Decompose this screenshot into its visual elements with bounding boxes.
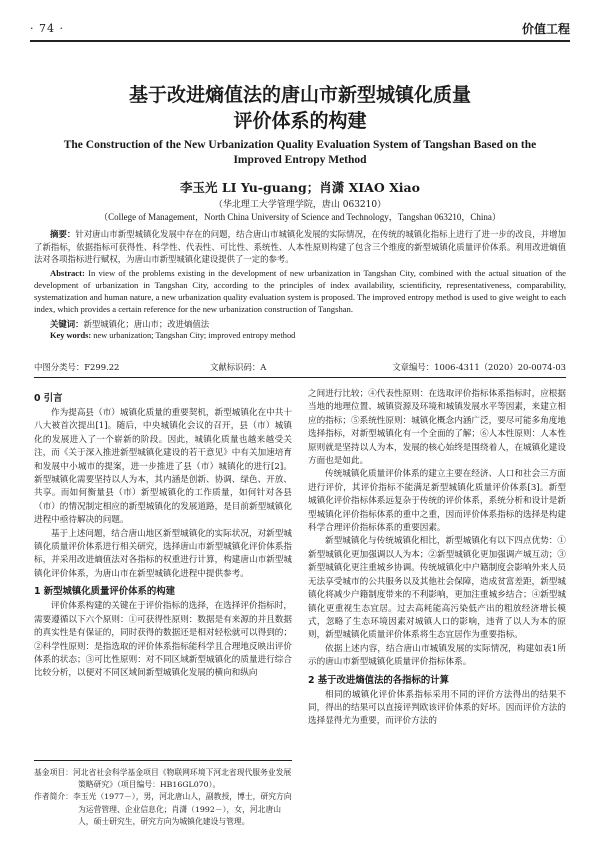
paragraph: 之间进行比较；④代表性原则：在选取评价指标体系指标时，应根据当地的地理位置、城镇资源及环境和城镇发展水平等因素，来建立相应的指标；⑤系统性原则：城镇化概念内涵广泛，要尽可能多角度地选择指标，对新型城镇化有一个全面的了解；⑥人本性原则：人本性原则就是坚持以人为本，发展的核心始终是围绕着人，在城镇化建设方面也是如此。 <box>308 389 566 467</box>
abstract-chinese <box>34 228 566 266</box>
page-number: · 74 · <box>30 21 64 35</box>
keywords-en-text: new urbanization; Tangshan City; improved entropy method <box>93 331 296 341</box>
paragraph: 基于上述问题，结合唐山地区新型城镇化的实际状况，对新型城镇化质量评价体系进行相关研究，选择唐山市新型城镇化评价体系指标，并采用改进熵值法对各指标的权重进行计算，构建唐山市新型城镇化评价体系，为唐山市在新型城镇化进程中提供参考。 <box>34 528 292 579</box>
journal-name: 价值工程 <box>521 21 570 36</box>
footnote <box>34 760 292 828</box>
paragraph: 传统城镇化质量评价体系的建立主要在经济、人口和社会三方面进行评价，其评价指标不能满足新型城镇化质量评价体系[3]。新型城镇化评价指标体系远复杂于传统的评价体系，系统分析和设计是新型城镇化评价指标体系的重中之重，因而评价体系指标的选择是构建科学合理评价指标体系的重要因素。 <box>308 469 566 534</box>
fund-note: 基金项目：河北省社会科学基金项目《物联网环境下河北省现代服务业发展策略研究》（项目编号：HB16GL070）。 <box>34 768 292 790</box>
title-en-line1: The Construction of the New Urbanization Quality Evaluation System of Tangshan Based on the <box>63 139 537 151</box>
right-column <box>308 388 566 729</box>
title-cn-line2: 评价体系的构建 <box>233 110 367 132</box>
paragraph: 评价体系构建的关键在于评价指标的选择，在选择评价指标时，需要遵循以下六个原则：①可获得性原则：数据是有来源的并且数据的真实性是有保证的，同时获得的数据还是相对轻松就可以得到的；②科学性原则：是指选取的评价体系指标能科学且合理地反映出评价体系的状态；③可比性原则：对不同区域新型城镇化的质量进行综合比较分析，以便对不同区域间新型城镇化发展的横向和纵向 <box>34 601 292 679</box>
abstract-cn-label: 摘要： <box>50 229 76 239</box>
abstract-cn-text: 针对唐山市新型城镇化发展中存在的问题，结合唐山市城镇化发展的实际情况，在传统的城镇化指标上进行了进一步的改良，并增加了新指标，依据指标可获得性、科学性、代表性、可比性、系统性、人本性原则构建了包含三个维度的新型城镇化质量评价体系。利用改进熵值法对各项指标进行赋权，为唐山市新型城镇化建设提供了一定的参考。 <box>34 229 567 265</box>
paragraph: 相同的城镇化评价体系指标采用不同的评价方法得出的结果不同，得出的结果可以直接评判欧该评价体系的好坏。因而评价方法的选择显得尤为重要，而评价方法的 <box>308 689 566 727</box>
section-heading-1: 1 新型城镇化质量评价体系的构建 <box>34 586 176 598</box>
title-en-line2: Improved Entropy Method <box>233 154 367 166</box>
article-number: 文章编号：1006-4311（2020）20-0074-03 <box>392 362 566 372</box>
paragraph: 依据上述内容，结合唐山市城镇发展的实际情况，构建如表1所示的唐山市新型城镇化质量评价指标体系。 <box>308 643 566 668</box>
keywords-english <box>34 330 566 343</box>
article-meta <box>34 361 566 378</box>
section-heading-intro: 0 引言 <box>34 393 63 404</box>
paragraph: 作为提高县（市）城镇化质量的重要契机，新型城镇化在中共十八大被首次提出[1]。随后，中央城镇化会议的召开，县（市）城镇化的发展进入了一个崭新的阶段。因此，城镇化质量也越来越受关注，而《关于深入推进新型城镇化建设的若干意见》中有关加速培育和发展中小城市的提案，进一步推进了县（市）城镇化的进行[2]。新型城镇化需要坚持以人为本，其内涵是创新、协调、绿色、开放、共享。而如何衡量县（市）新型城镇化的工作质量，如何针对各县（市）的情况制定相应的新型城镇化的发展道路，是目前新型城镇化进程中亟待解决的问题。 <box>34 408 292 526</box>
keywords-cn-text: 新型城镇化；唐山市；改进熵值法 <box>83 318 210 329</box>
paragraph: 新型城镇化与传统城镇化相比，新型城镇化有以下四点优势：①新型城镇化更加强调以人为本；②新型城镇化更加强调产城互动；③新型城镇化更注重城乡协调。传统城镇化中户籍制度会影响外来人员无法享受城市的公共服务以及其他社会保障，造成贫富差距，新型城镇化将减少户籍制度带来的不利影响，更加注重城乡结合；④新型城镇化更重视生态宜居。过去高耗能高污染低产出的粗放经济增长模式，忽略了生态环境因素对城镇人口的影响，违背了以人为本的原则，新型城镇化质量评价体系将生态宜居作为重要指标。 <box>308 536 566 641</box>
abstract-block <box>34 228 566 343</box>
running-header <box>30 16 570 42</box>
authors: 李玉光 LI Yu-guang；肖潇 XIAO Xiao <box>180 180 420 195</box>
affiliation-english: （College of Management，North China University of Science and Technology，Tangshan 063210，China） <box>99 212 501 222</box>
abstract-en-label: Abstract: <box>50 267 85 278</box>
clc-number: 中图分类号：F299.22 <box>34 362 120 372</box>
title-cn-line1: 基于改进熵值法的唐山市新型城镇化质量 <box>128 84 471 106</box>
title-chinese <box>30 82 570 134</box>
keywords-cn-label: 关键词： <box>50 318 84 329</box>
keywords-chinese <box>34 318 566 331</box>
abstract-en-text: In view of the problems existing in the development of new urbanization in Tangshan City, combined with the actual situation of the development of urbanization in Tangshan City, according to the principles of index availability, scientificity, representativeness, comparability, systematization and human nature, a new urbanization quality evaluation system is proposed. The improved entropy method is used to give weight to each index, which provides a certain reference for the new urbanization construction of Tangshan. <box>34 267 566 315</box>
author-bio-note: 作者简介：李玉光（1977－），男，河北唐山人，副教授，博士，研究方向为运营管理、企业信息化；肖潇（1992－），女，河北唐山人，硕士研究生，研究方向为城镇化建设与管理。 <box>34 792 292 826</box>
affiliation-chinese: （华北理工大学管理学院，唐山 063210） <box>213 200 387 210</box>
left-column <box>34 388 292 681</box>
title-english <box>50 138 550 168</box>
abstract-english <box>34 267 566 316</box>
section-heading-2: 2 基于改进熵值法的各指标的计算 <box>308 674 450 686</box>
document-code: 文献标识码：A <box>210 362 267 372</box>
keywords-en-label: Key words: <box>50 331 92 341</box>
